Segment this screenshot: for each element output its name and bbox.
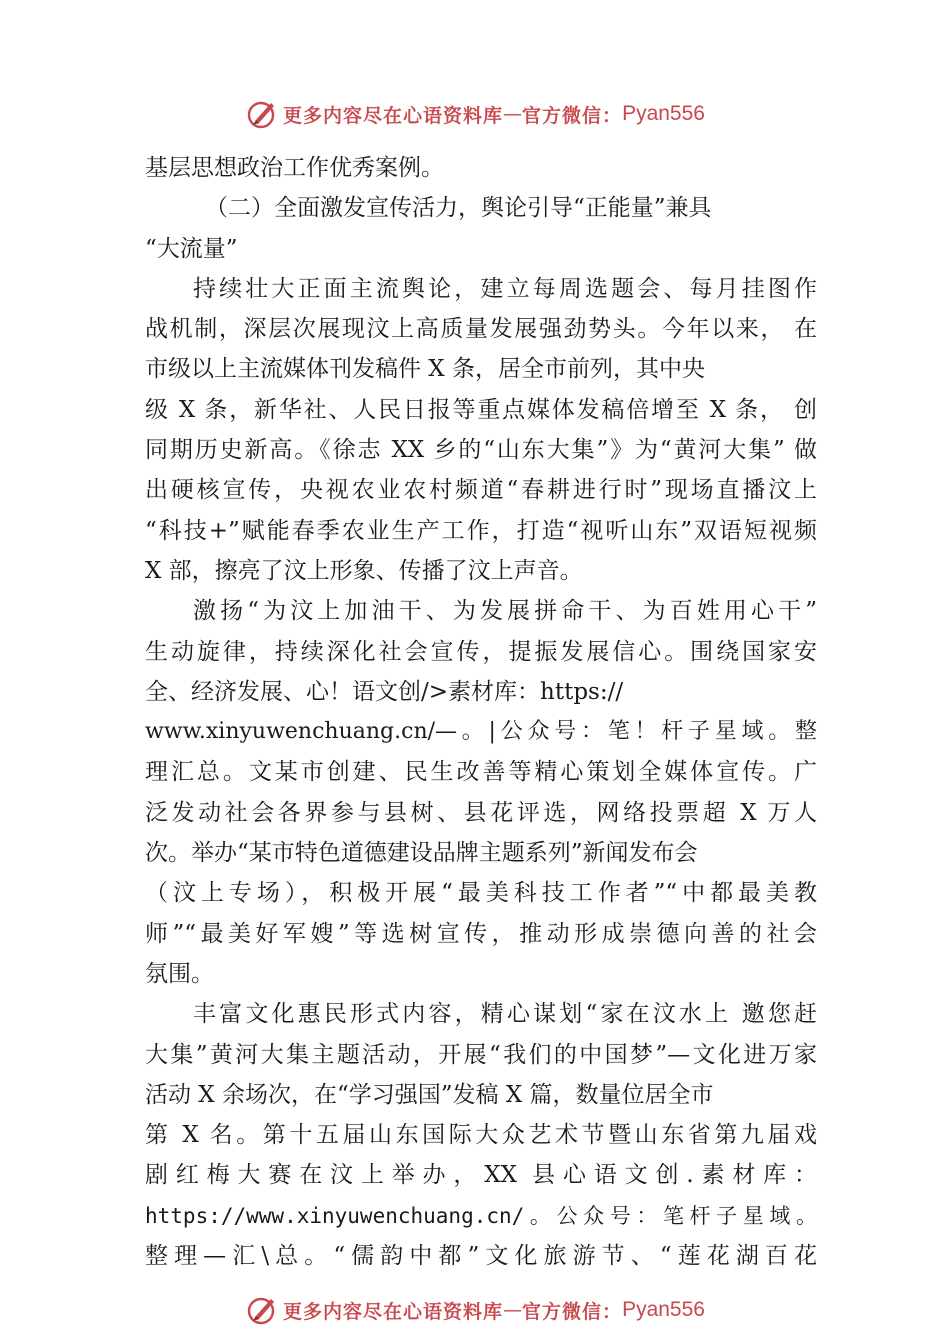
text-line: 次。举办“某市特色道德建设品牌主题系列”新闻发布会 bbox=[145, 840, 698, 867]
brush-logo-icon bbox=[245, 1293, 279, 1327]
text-line: （二）全面激发宣传活力，舆论引导“正能量”兼具 bbox=[205, 195, 712, 222]
document-body bbox=[145, 148, 817, 1276]
text-line: www.xinyuwenchuang.cn/—。|公众号：笔！杆子星域。整 bbox=[145, 719, 817, 745]
text-line: 级 X 条，新华社、人民日报等重点媒体发稿倍增至 X 条， 创 bbox=[145, 396, 817, 423]
banner-separator: — bbox=[503, 103, 523, 125]
text-line: 市级以上主流媒体刊发稿件 X 条，居全市前列，其中央 bbox=[145, 356, 705, 383]
text-line: 持续壮大正面主流舆论，建立每周选题会、每月挂图作 bbox=[193, 275, 817, 302]
text-line: 激扬“为汶上加油干、为发展拼命干、为百姓用心干” bbox=[193, 598, 817, 625]
brush-logo-icon bbox=[245, 97, 279, 131]
text-line: 同期历史新高。《徐志 XX 乡的“山东大集”》为“黄河大集” 做 bbox=[145, 437, 817, 464]
text-line: 丰富文化惠民形式内容，精心谋划“家在汶水上 邀您赶 bbox=[193, 1001, 817, 1028]
banner-wechat-id: Pyan556 bbox=[622, 1298, 705, 1321]
text-line: “科技+”赋能春季农业生产工作，打造“视听山东”双语短视频 bbox=[145, 517, 817, 544]
text-line: 大集”黄河大集主题活动，开展“我们的中国梦”—文化进万家 bbox=[145, 1041, 817, 1068]
text-line: 战机制，深层次展现汶上高质量发展强劲势头。今年以来， 在 bbox=[145, 316, 817, 343]
text-line: 全、经济发展、心！语文创/>素材库：https:// bbox=[145, 678, 624, 705]
text-line: “大流量” bbox=[145, 235, 238, 262]
footer-banner bbox=[0, 1290, 950, 1330]
banner-wechat-id: Pyan556 bbox=[622, 102, 705, 125]
text-line: https://www.xinyuwenchuang.cn/。公众号：笔杆子星域。 bbox=[145, 1203, 817, 1228]
text-line: （汶上专场），积极开展“最美科技工作者”“中都最美教 bbox=[145, 880, 817, 907]
text-line: 出硬核宣传，央视农业农村频道“春耕进行时”现场直播汶上 bbox=[145, 477, 817, 504]
text-line: 活动 X 余场次，在“学习强国”发稿 X 篇，数量位居全市 bbox=[145, 1081, 714, 1108]
text-line: X 部，擦亮了汶上形象、传播了汶上声音。 bbox=[145, 557, 583, 584]
text-line: 理汇总。文某市创建、民生改善等精心策划全媒体宣传。广 bbox=[145, 759, 817, 786]
text-line: 氛围。 bbox=[145, 960, 214, 987]
text-line: 泛发动社会各界参与县树、县花评选，网络投票超 X 万人 bbox=[145, 799, 817, 826]
text-line: 基层思想政治工作优秀案例。 bbox=[145, 155, 444, 181]
text-line: 生动旋律，持续深化社会宣传，提振发展信心。围绕国家安 bbox=[145, 638, 817, 665]
header-banner bbox=[0, 94, 950, 134]
banner-wechat-label: 官方微信： bbox=[522, 1300, 623, 1323]
text-line: 第 X 名。第十五届山东国际大众艺术节暨山东省第九届戏 bbox=[145, 1122, 817, 1149]
text-line: 整理—汇\总。“儒韵中都”文化旅游节、“莲花湖百花 bbox=[145, 1243, 817, 1270]
text-line: 剧红梅大赛在汶上举办，XX 县心语文创.素材库： bbox=[145, 1162, 817, 1189]
banner-wechat-label: 官方微信： bbox=[522, 104, 623, 127]
banner-separator: — bbox=[503, 1299, 523, 1321]
banner-title: 更多内容尽在心语资料库 bbox=[283, 104, 504, 127]
banner-title: 更多内容尽在心语资料库 bbox=[283, 1300, 504, 1323]
text-line: 师”“最美好军嫂”等选树宣传，推动形成崇德向善的社会 bbox=[145, 920, 817, 947]
